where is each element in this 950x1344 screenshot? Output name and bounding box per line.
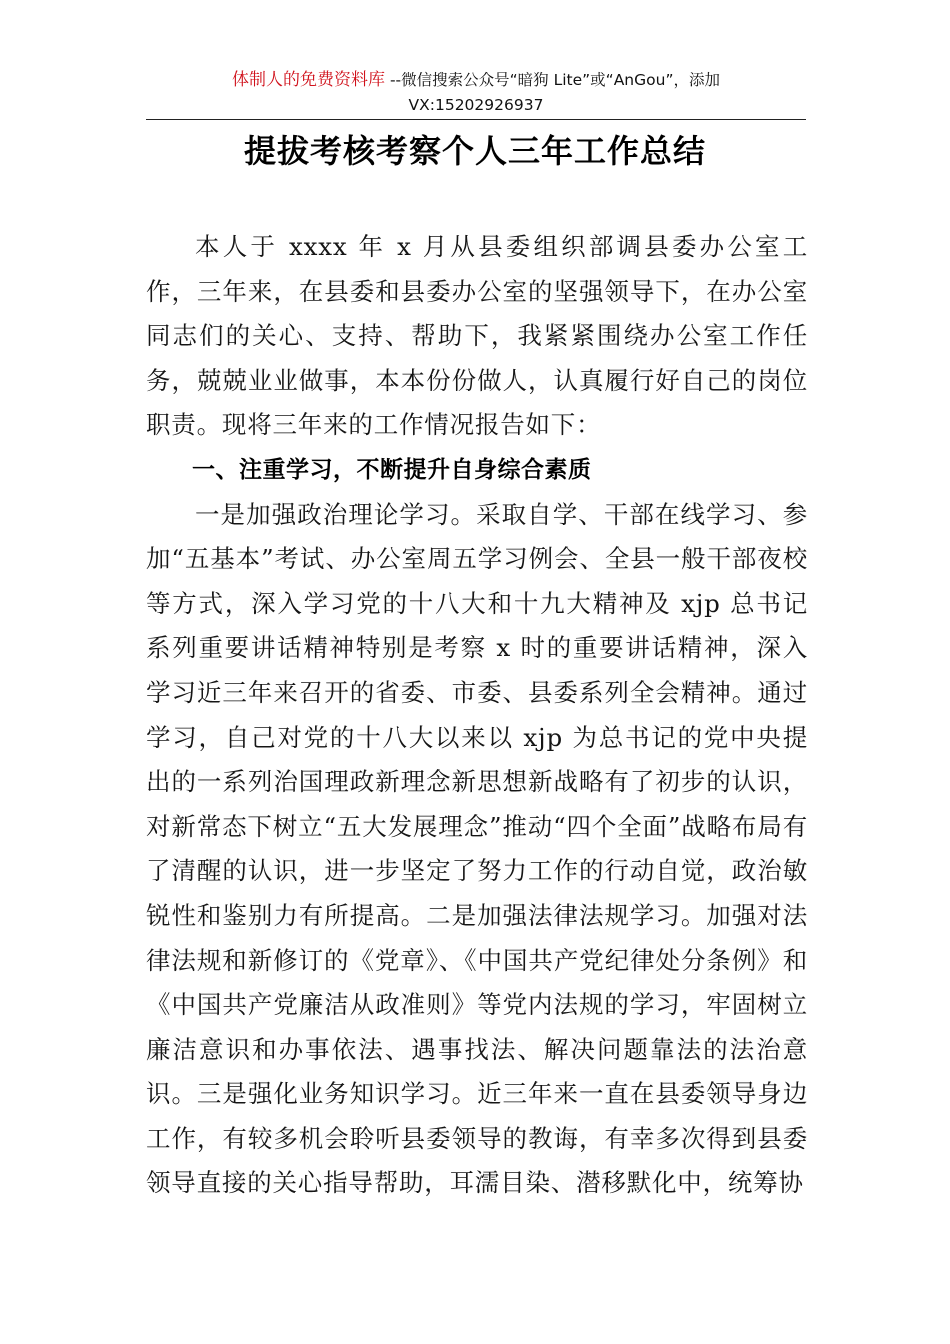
header-contact: VX:15202926937 <box>408 96 544 114</box>
section-heading: 一、注重学习，不断提升自身综合素质 <box>192 456 592 483</box>
header-divider <box>146 119 806 120</box>
intro-paragraph: 本人于 xxxx 年 x 月从县委组织部调县委办公室工作，三年来，在县委和县委办公室的坚强领导下，在办公室同志们的关心、支持、帮助下，我紧紧围绕办公室工作任务，兢兢业业做事，本本份份做人，认真履行好自己的岗位职责。现将三年来的工作情况报告如下： <box>146 232 808 440</box>
header-line1: --微信搜索公众号“暗狗 Lite”或“AnGou”，添加 <box>385 71 720 89</box>
document-title: 提拔考核考察个人三年工作总结 <box>243 132 706 170</box>
section-paragraph: 一是加强政治理论学习。采取自学、干部在线学习、参加“五基本”考试、办公室周五学习例会、全县一般干部夜校等方式，深入学习党的十八大和十九大精神及 xjp 总书记系列重要讲话精神特别是考察 x 时的重要讲话精神，深入学习近三年来召开的省委、市委、县委系列全会精神。通过学习，自己对党的十八大以来以 xjp 为总书记的党中央提出的一系列治国理政新理念新思想新战略有了初步的认识，对新常态下树立“五大发展理念”推动“四个全面”战略布局有了清醒的认识，进一步坚定了努力工作的行动自觉，政治敏锐性和鉴别力有所提高。二是加强法律法规学习。加强对法律法规和新修订的《党章》、《中国共产党纪律处分条例》和《中国共产党廉洁从政准则》等党内法规的学习，牢固树立廉洁意识和办事依法、遇事找法、解决问题靠法的法治意识。三是强化业务知识学习。近三年来一直在县委领导身边工作，有较多机会聆听县委领导的教诲，有幸多次得到县委领导直接的关心指导帮助，耳濡目染、潜移默化中，统筹协 <box>146 499 808 1198</box>
document-body <box>146 225 808 1206</box>
header-brand: 体制人的免费资料库 <box>232 70 386 90</box>
watermark-header <box>146 68 806 118</box>
